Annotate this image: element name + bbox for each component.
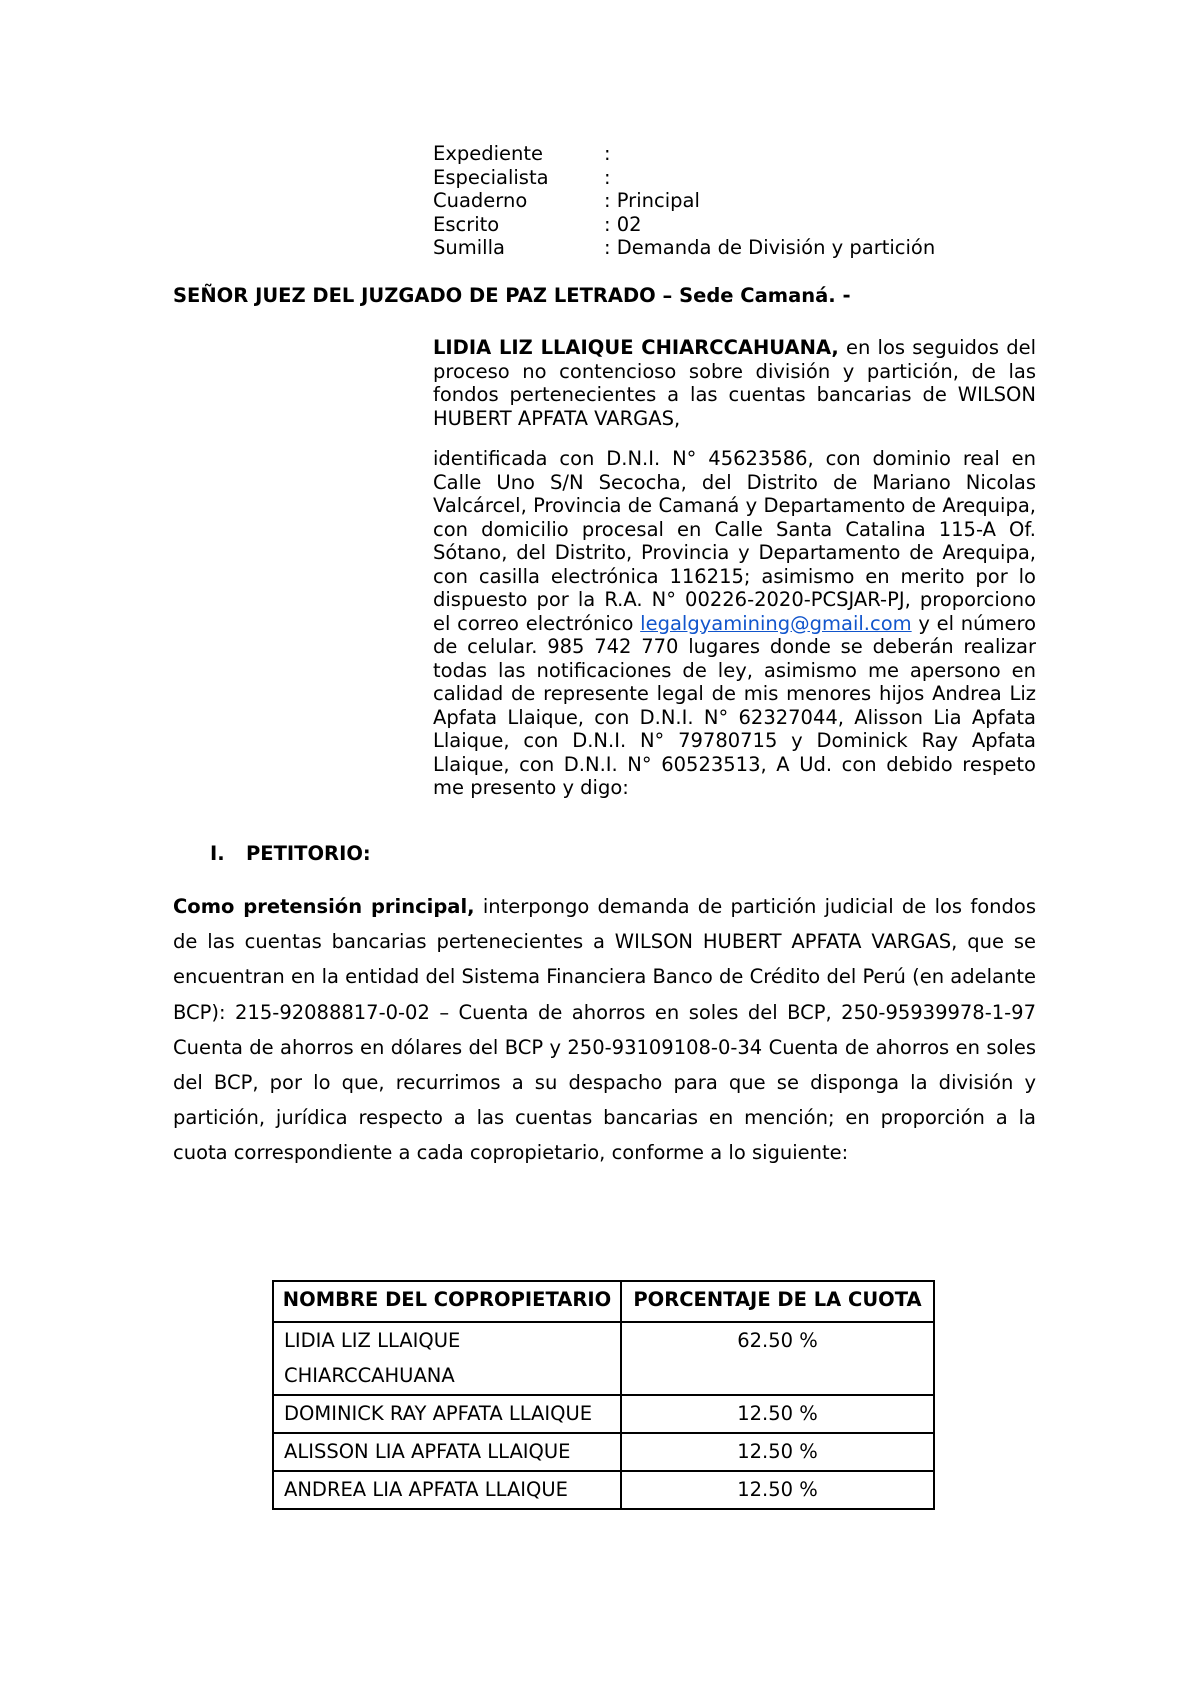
table-row xyxy=(273,1471,934,1509)
header-value: : Demanda de División y partición xyxy=(604,236,936,259)
header-label: Escrito xyxy=(433,212,500,236)
identification-text-end: y el número de celular. 985 742 770 lugares donde se deberán realizar todas las notificaciones de ley, asimismo me apersono en calidad de represente legal de mis menores hijos Andrea Liz Apfata Llaique, con D.N.I. N° 62327044, Alisson Lia Apfata Llaique, con D.N.I. N° 79780715 y Dominick Ray Apfata Llaique, con D.N.I. N° 60523513, A Ud. con debido respeto me presento y digo: xyxy=(433,611,1036,799)
section-heading-petitorio xyxy=(210,842,371,865)
header-row-sumilla xyxy=(433,236,935,260)
header-label: Cuaderno xyxy=(433,189,528,212)
quota-percentage: 62.50 % xyxy=(621,1322,934,1395)
header-row-escrito xyxy=(433,213,935,237)
header-row-expediente xyxy=(433,142,935,166)
table-row xyxy=(273,1322,934,1395)
column-header-name: NOMBRE DEL COPROPIETARIO xyxy=(273,1281,621,1322)
table-header-row xyxy=(273,1281,934,1322)
header-label: Sumilla xyxy=(433,236,505,259)
table-row xyxy=(273,1395,934,1433)
case-header xyxy=(433,142,935,260)
header-value: : xyxy=(604,165,611,189)
quota-percentage: 12.50 % xyxy=(621,1433,934,1471)
section-number: I. xyxy=(210,842,225,865)
co-owner-name: LIDIA LIZ LLAIQUE CHIARCCAHUANA xyxy=(273,1322,621,1395)
header-value: : Principal xyxy=(604,189,700,212)
petition-lead: Como pretensión principal, xyxy=(173,895,475,918)
header-label: Expediente xyxy=(433,142,544,165)
co-owner-name: ALISSON LIA APFATA LLAIQUE xyxy=(273,1433,621,1471)
column-header-percentage: PORCENTAJE DE LA CUOTA xyxy=(621,1281,934,1322)
header-label: Especialista xyxy=(433,165,549,189)
header-value: : xyxy=(604,142,611,165)
header-row-especialista xyxy=(433,166,935,190)
quota-percentage: 12.50 % xyxy=(621,1395,934,1433)
co-owner-name: DOMINICK RAY APFATA LLAIQUE xyxy=(273,1395,621,1433)
petition-paragraph xyxy=(173,889,1036,1171)
identification-paragraph xyxy=(433,447,1036,800)
quota-percentage: 12.50 % xyxy=(621,1471,934,1509)
table-row xyxy=(273,1433,934,1471)
co-owner-name: ANDREA LIA APFATA LLAIQUE xyxy=(273,1471,621,1509)
section-title: PETITORIO: xyxy=(246,842,371,865)
co-owner-quota-table xyxy=(272,1280,935,1510)
identification-text-start: identificada con D.N.I. N° 45623586, con dominio real en Calle Uno S/N Secocha, del Distrito de Mariano Nicolas Valcárcel, Provincia de Camaná y Departamento de Arequipa, con domicilio procesal en Calle Santa Catalina 115-A Of. Sótano, del Distrito, Provincia y Departamento de Arequipa, con casilla electrónica 116215; asimismo en merito por lo dispuesto por la R.A. N° 00226-2020-PCSJAR-PJ, proporciono el correo electrónico xyxy=(433,447,1036,635)
intro-paragraph xyxy=(433,336,1036,430)
addressee: SEÑOR JUEZ DEL JUZGADO DE PAZ LETRADO – Sede Camaná. - xyxy=(173,284,851,307)
header-value: : 02 xyxy=(604,212,642,236)
email-link[interactable]: legalgyamining@gmail.com xyxy=(640,611,912,635)
header-row-cuaderno xyxy=(433,189,935,213)
intro-text: en los seguidos del proceso no contencioso sobre división y partición, de las fondos pertenecientes a las cuentas bancarias de WILSON HUBERT APFATA VARGAS, xyxy=(433,336,1036,430)
plaintiff-name: LIDIA LIZ LLAIQUE CHIARCCAHUANA, xyxy=(433,336,839,359)
petition-text: interpongo demanda de partición judicial de los fondos de las cuentas bancarias pertenecientes a WILSON HUBERT APFATA VARGAS, que se encuentran en la entidad del Sistema Financiera Banco de Crédito del Perú (en adelante BCP): 215-92088817-0-02 – Cuenta de ahorros en soles del BCP, 250-95939978-1-97 Cuenta de ahorros en dólares del BCP y 250-93109108-0-34 Cuenta de ahorros en soles del BCP, por lo que, recurrimos a su despacho para que se disponga la división y partición, jurídica respecto a las cuentas bancarias en mención; en proporción a la cuota correspondiente a cada copropietario, conforme a lo siguiente: xyxy=(173,895,1036,1165)
